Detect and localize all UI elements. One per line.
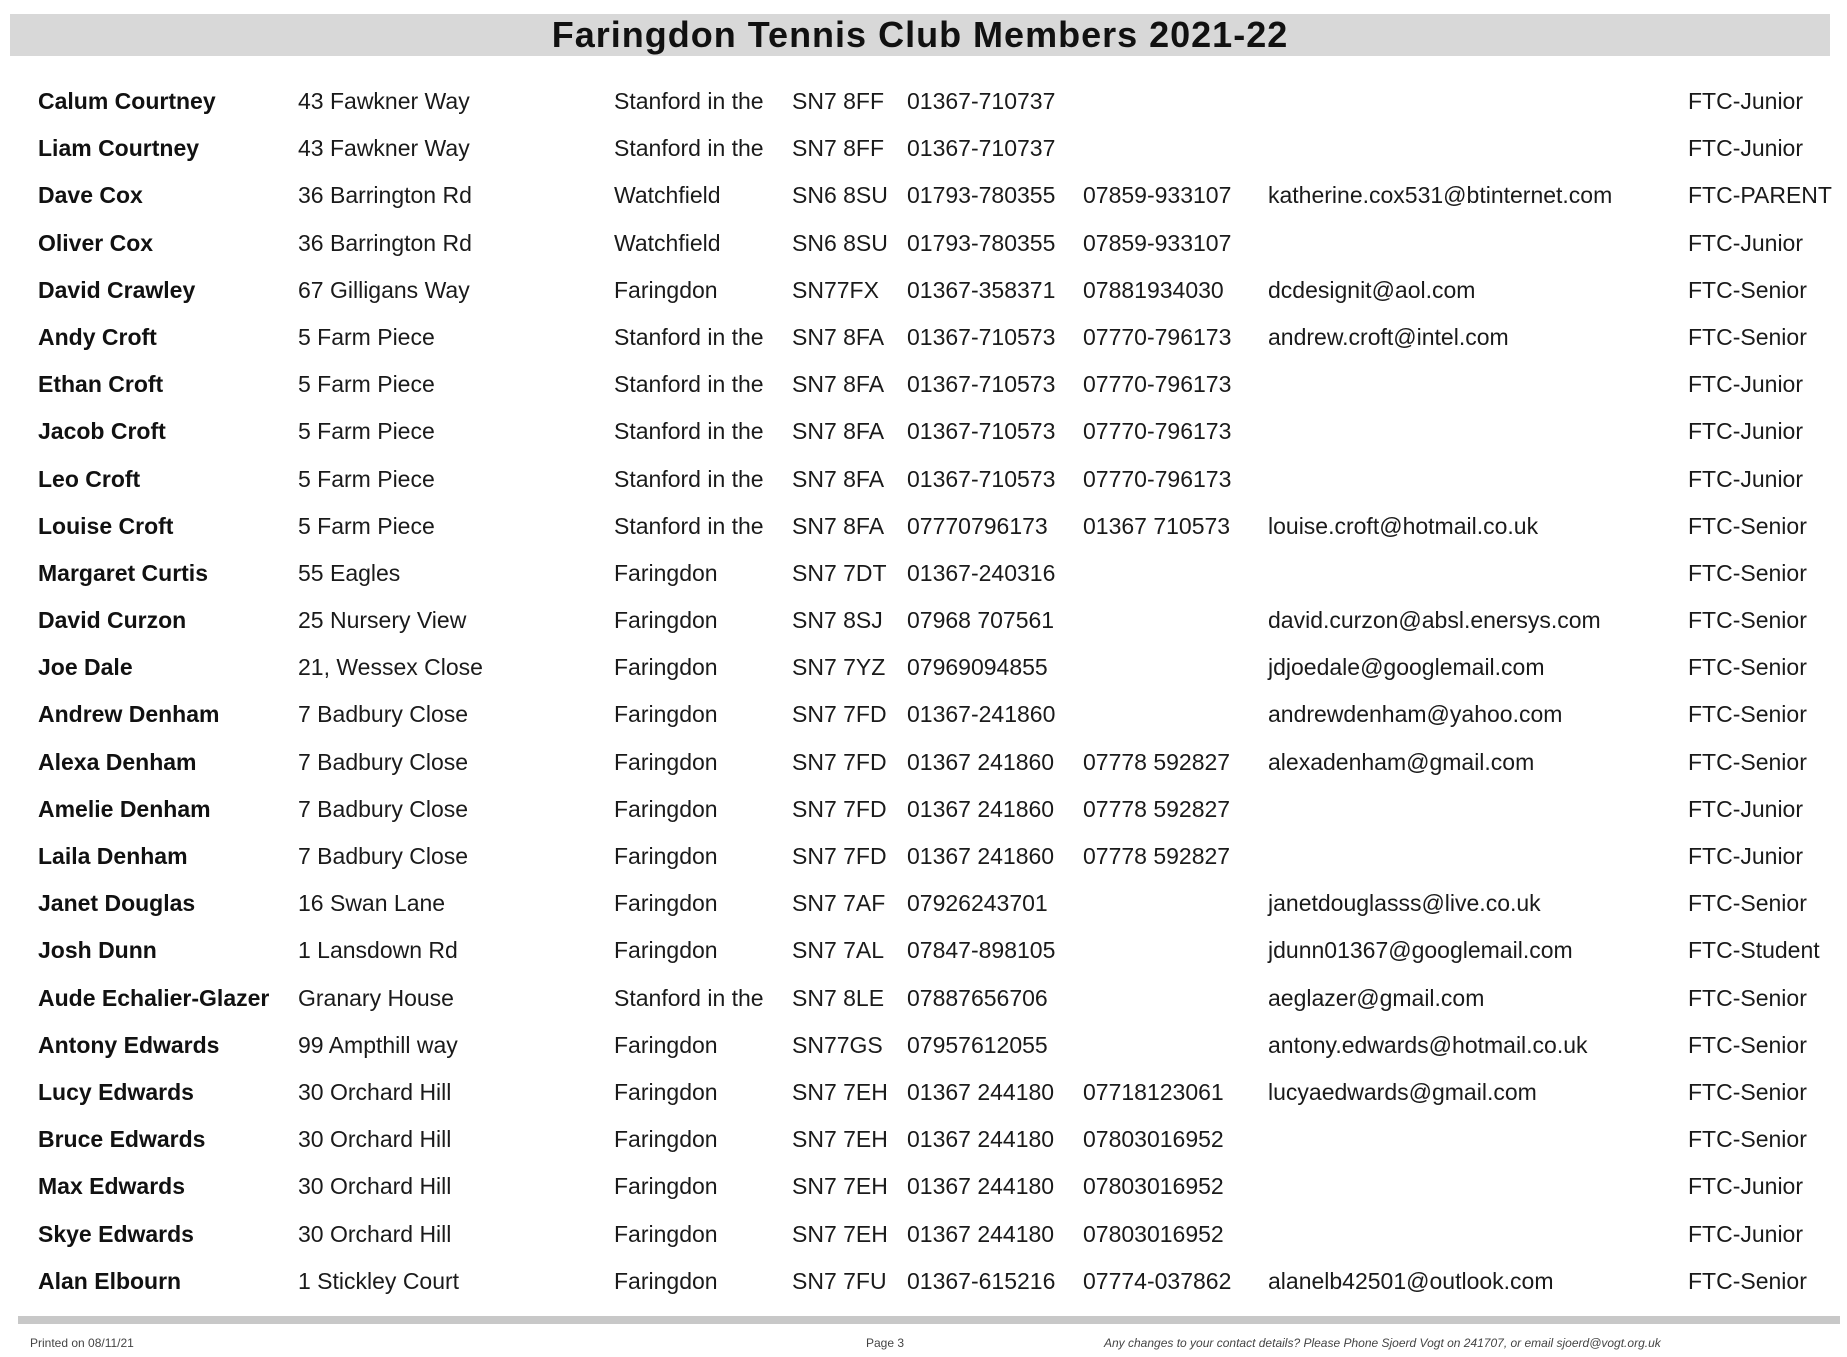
member-address: 5 Farm Piece (298, 465, 435, 492)
member-email: alexadenham@gmail.com (1268, 748, 1535, 775)
member-phone-1: 01367-710573 (907, 323, 1056, 350)
member-address: 7 Badbury Close (298, 795, 469, 822)
member-type: FTC-Senior (1688, 559, 1807, 586)
table-row (0, 691, 1847, 738)
member-postcode: SN7 8FA (792, 418, 885, 445)
member-name: Margaret Curtis (38, 559, 208, 586)
member-postcode: SN7 8FA (792, 323, 885, 350)
table-row (0, 644, 1847, 691)
member-phone-1: 07969094855 (907, 654, 1048, 681)
member-type: FTC-Senior (1688, 701, 1807, 728)
member-town: Stanford in the (614, 984, 764, 1011)
member-phone-1: 01367 244180 (907, 1220, 1055, 1247)
member-phone-2: 07770-796173 (1083, 465, 1232, 492)
table-row (0, 880, 1847, 927)
member-phone-1: 07770796173 (907, 512, 1048, 539)
member-postcode: SN7 7FD (792, 748, 887, 775)
member-type: FTC-Junior (1688, 88, 1804, 114)
member-email: louise.croft@hotmail.co.uk (1268, 512, 1539, 539)
member-address: 99 Ampthill way (298, 1031, 458, 1058)
member-name: Skye Edwards (38, 1220, 194, 1247)
member-email: lucyaedwards@gmail.com (1268, 1078, 1537, 1105)
member-type: FTC-Senior (1688, 654, 1807, 681)
member-phone-1: 07957612055 (907, 1031, 1048, 1058)
member-name: Calum Courtney (38, 88, 216, 114)
member-name: Dave Cox (38, 182, 143, 209)
member-postcode: SN7 8SJ (792, 607, 883, 634)
member-name: Ethan Croft (38, 371, 164, 398)
member-email: antony.edwards@hotmail.co.uk (1268, 1031, 1588, 1058)
table-row (0, 1211, 1847, 1258)
member-name: Laila Denham (38, 843, 188, 869)
member-address: 55 Eagles (298, 559, 401, 586)
member-name: Andy Croft (38, 323, 157, 350)
member-phone-2: 07774-037862 (1083, 1267, 1232, 1294)
member-phone-1: 01367-615216 (907, 1267, 1056, 1294)
member-name: Alan Elbourn (38, 1267, 182, 1294)
table-row (0, 456, 1847, 503)
member-address: 67 Gilligans Way (298, 276, 470, 303)
member-type: FTC-Junior (1688, 1173, 1804, 1200)
member-name: Leo Croft (38, 465, 141, 492)
member-phone-1: 01367 241860 (907, 843, 1055, 869)
member-name: Jacob Croft (38, 418, 166, 445)
table-row (0, 550, 1847, 597)
member-town: Faringdon (614, 1267, 718, 1294)
member-type: FTC-Senior (1688, 1078, 1807, 1105)
member-phone-2: 07778 592827 (1083, 795, 1231, 822)
member-name: David Crawley (38, 276, 196, 303)
member-type: FTC-Junior (1688, 135, 1804, 162)
member-phone-1: 01793-780355 (907, 182, 1056, 209)
member-town: Faringdon (614, 1173, 718, 1200)
page-number: Page 3 (866, 1336, 905, 1350)
member-phone-1: 01367-240316 (907, 559, 1056, 586)
member-email: janetdouglasss@live.co.uk (1268, 890, 1541, 917)
member-postcode: SN6 8SU (792, 182, 888, 209)
member-phone-1: 07847-898105 (907, 937, 1056, 964)
member-type: FTC-Senior (1688, 1267, 1807, 1294)
member-phone-2: 07803016952 (1083, 1173, 1224, 1200)
member-address: 21, Wessex Close (298, 654, 483, 681)
member-postcode: SN7 8LE (792, 984, 885, 1011)
member-postcode: SN7 7AL (792, 937, 885, 964)
member-town: Stanford in the (614, 465, 764, 492)
member-phone-1: 01367-710737 (907, 135, 1056, 162)
contact-note: Any changes to your contact details? Please Phone Sjoerd Vogt on 241707, or email sjoerd@vogt.org.uk (1104, 1336, 1661, 1350)
member-town: Faringdon (614, 890, 718, 917)
member-postcode: SN7 7FD (792, 701, 887, 728)
member-type: FTC-Senior (1688, 748, 1807, 775)
member-address: 36 Barrington Rd (298, 229, 472, 256)
table-row (0, 172, 1847, 219)
member-town: Stanford in the (614, 135, 764, 162)
member-town: Faringdon (614, 701, 718, 728)
member-postcode: SN7 7EH (792, 1220, 888, 1247)
member-town: Watchfield (614, 229, 721, 256)
member-town: Faringdon (614, 1126, 718, 1153)
member-phone-1: 01367-710573 (907, 465, 1056, 492)
table-row (0, 597, 1847, 644)
member-type: FTC-Junior (1688, 843, 1804, 869)
table-row (0, 1116, 1847, 1163)
member-name: Andrew Denham (38, 701, 220, 728)
member-town: Stanford in the (614, 512, 764, 539)
table-row (0, 1022, 1847, 1069)
member-town: Faringdon (614, 276, 718, 303)
member-name: Alexa Denham (38, 748, 197, 775)
member-phone-2: 01367 710573 (1083, 512, 1231, 539)
member-name: Antony Edwards (38, 1031, 220, 1058)
member-postcode: SN7 8FF (792, 135, 885, 162)
member-type: FTC-Junior (1688, 418, 1804, 445)
member-email: alanelb42501@outlook.com (1268, 1267, 1554, 1294)
member-address: 30 Orchard Hill (298, 1173, 452, 1200)
member-type: FTC-Junior (1688, 465, 1804, 492)
member-town: Faringdon (614, 1220, 718, 1247)
member-phone-1: 01793-780355 (907, 229, 1056, 256)
table-row (0, 786, 1847, 833)
table-row (0, 220, 1847, 267)
member-address: 5 Farm Piece (298, 323, 435, 350)
member-town: Faringdon (614, 607, 718, 634)
member-town: Stanford in the (614, 418, 764, 445)
member-type: FTC-Senior (1688, 890, 1807, 917)
member-type: FTC-Senior (1688, 607, 1807, 634)
table-row (0, 267, 1847, 314)
member-address: 5 Farm Piece (298, 418, 435, 445)
member-name: Max Edwards (38, 1173, 185, 1200)
member-phone-1: 07887656706 (907, 984, 1048, 1011)
member-type: FTC-Senior (1688, 1031, 1807, 1058)
member-type: FTC-Senior (1688, 984, 1807, 1011)
member-phone-2: 07803016952 (1083, 1220, 1224, 1247)
table-row (0, 503, 1847, 550)
table-row (0, 408, 1847, 455)
member-type: FTC-Senior (1688, 276, 1807, 303)
footer-divider (18, 1316, 1840, 1324)
member-type: FTC-Junior (1688, 1220, 1804, 1247)
table-row (0, 739, 1847, 786)
table-row (0, 975, 1847, 1022)
member-postcode: SN7 7DT (792, 559, 887, 586)
member-postcode: SN77GS (792, 1031, 883, 1058)
member-town: Faringdon (614, 1031, 718, 1058)
table-row (0, 125, 1847, 172)
member-postcode: SN7 7EH (792, 1173, 888, 1200)
table-row (0, 1258, 1847, 1305)
member-address: 30 Orchard Hill (298, 1220, 452, 1247)
member-address: 43 Fawkner Way (298, 88, 470, 114)
member-phone-2: 07778 592827 (1083, 843, 1231, 869)
member-type: FTC-Junior (1688, 229, 1804, 256)
member-postcode: SN7 7FD (792, 843, 887, 869)
member-address: 16 Swan Lane (298, 890, 446, 917)
member-address: 43 Fawkner Way (298, 135, 470, 162)
member-phone-2: 07778 592827 (1083, 748, 1231, 775)
member-postcode: SN7 8FF (792, 88, 885, 114)
member-address: 7 Badbury Close (298, 843, 469, 869)
table-row (0, 927, 1847, 974)
member-postcode: SN7 7FD (792, 795, 887, 822)
member-name: Amelie Denham (38, 795, 211, 822)
member-name: Aude Echalier-Glazer (38, 984, 270, 1011)
member-address: 30 Orchard Hill (298, 1078, 452, 1105)
member-phone-1: 01367 244180 (907, 1126, 1055, 1153)
member-town: Faringdon (614, 937, 718, 964)
member-name: Joe Dale (38, 654, 133, 681)
member-phone-1: 01367-710737 (907, 88, 1056, 114)
member-phone-1: 01367-241860 (907, 701, 1056, 728)
member-address: 7 Badbury Close (298, 748, 469, 775)
member-type: FTC-Senior (1688, 323, 1807, 350)
member-name: Oliver Cox (38, 229, 154, 256)
member-list (0, 78, 1847, 1305)
table-row (0, 314, 1847, 361)
member-postcode: SN7 7EH (792, 1078, 888, 1105)
member-town: Stanford in the (614, 323, 764, 350)
member-name: Liam Courtney (38, 135, 200, 162)
member-phone-1: 01367 244180 (907, 1078, 1055, 1105)
title-bar (10, 14, 1830, 56)
member-name: Bruce Edwards (38, 1126, 206, 1153)
table-row (0, 361, 1847, 408)
member-phone-1: 01367-710573 (907, 371, 1056, 398)
member-postcode: SN7 7FU (792, 1267, 887, 1294)
member-address: 30 Orchard Hill (298, 1126, 452, 1153)
member-email: andrew.croft@intel.com (1268, 323, 1509, 350)
member-type: FTC-Student (1688, 937, 1820, 964)
member-email: katherine.cox531@btinternet.com (1268, 182, 1613, 209)
member-phone-1: 01367 241860 (907, 748, 1055, 775)
member-phone-1: 01367-358371 (907, 276, 1056, 303)
member-type: FTC-Junior (1688, 795, 1804, 822)
member-name: Janet Douglas (38, 890, 196, 917)
member-town: Faringdon (614, 795, 718, 822)
member-email: jdunn01367@googlemail.com (1268, 937, 1573, 964)
member-address: 5 Farm Piece (298, 371, 435, 398)
member-address: 5 Farm Piece (298, 512, 435, 539)
member-address: 36 Barrington Rd (298, 182, 472, 209)
member-phone-1: 07968 707561 (907, 607, 1055, 634)
member-email: david.curzon@absl.enersys.com (1268, 607, 1601, 634)
member-email: andrewdenham@yahoo.com (1268, 701, 1563, 728)
member-email: dcdesignit@aol.com (1268, 276, 1476, 303)
member-type: FTC-Junior (1688, 371, 1804, 398)
member-town: Faringdon (614, 654, 718, 681)
member-type: FTC-Senior (1688, 1126, 1807, 1153)
member-postcode: SN7 8FA (792, 465, 885, 492)
member-phone-2: 07803016952 (1083, 1126, 1224, 1153)
member-type: FTC-PARENT (1688, 182, 1832, 209)
member-postcode: SN6 8SU (792, 229, 888, 256)
member-email: aeglazer@gmail.com (1268, 984, 1485, 1011)
member-postcode: SN7 7YZ (792, 654, 886, 681)
table-row (0, 1163, 1847, 1210)
table-row (0, 1069, 1847, 1116)
member-postcode: SN7 7EH (792, 1126, 888, 1153)
member-address: Granary House (298, 984, 454, 1011)
member-town: Faringdon (614, 843, 718, 869)
member-phone-2: 07859-933107 (1083, 182, 1232, 209)
member-postcode: SN7 8FA (792, 371, 885, 398)
member-type: FTC-Senior (1688, 512, 1807, 539)
member-name: David Curzon (38, 607, 187, 634)
member-town: Faringdon (614, 1078, 718, 1105)
member-phone-2: 07881934030 (1083, 276, 1224, 303)
printed-date: Printed on 08/11/21 (30, 1336, 134, 1350)
member-phone-1: 01367 244180 (907, 1173, 1055, 1200)
member-postcode: SN7 7AF (792, 890, 886, 917)
member-town: Stanford in the (614, 88, 764, 114)
table-row (0, 833, 1847, 880)
member-town: Stanford in the (614, 371, 764, 398)
table-row (0, 78, 1847, 125)
member-phone-2: 07859-933107 (1083, 229, 1232, 256)
member-name: Lucy Edwards (38, 1078, 194, 1105)
member-town: Watchfield (614, 182, 721, 209)
member-phone-1: 07926243701 (907, 890, 1048, 917)
member-address: 25 Nursery View (298, 607, 467, 634)
member-phone-2: 07770-796173 (1083, 371, 1232, 398)
member-town: Faringdon (614, 559, 718, 586)
member-phone-2: 07718123061 (1083, 1078, 1224, 1105)
member-phone-1: 01367 241860 (907, 795, 1055, 822)
member-postcode: SN7 8FA (792, 512, 885, 539)
member-postcode: SN77FX (792, 276, 879, 303)
member-phone-2: 07770-796173 (1083, 418, 1232, 445)
member-address: 1 Lansdown Rd (298, 937, 458, 964)
member-town: Faringdon (614, 748, 718, 775)
member-phone-1: 01367-710573 (907, 418, 1056, 445)
page-title: Faringdon Tennis Club Members 2021-22 (551, 14, 1289, 55)
member-name: Josh Dunn (38, 937, 157, 964)
member-phone-2: 07770-796173 (1083, 323, 1232, 350)
member-name: Louise Croft (38, 512, 174, 539)
member-address: 7 Badbury Close (298, 701, 469, 728)
member-address: 1 Stickley Court (298, 1267, 460, 1294)
member-email: jdjoedale@googlemail.com (1268, 654, 1545, 681)
